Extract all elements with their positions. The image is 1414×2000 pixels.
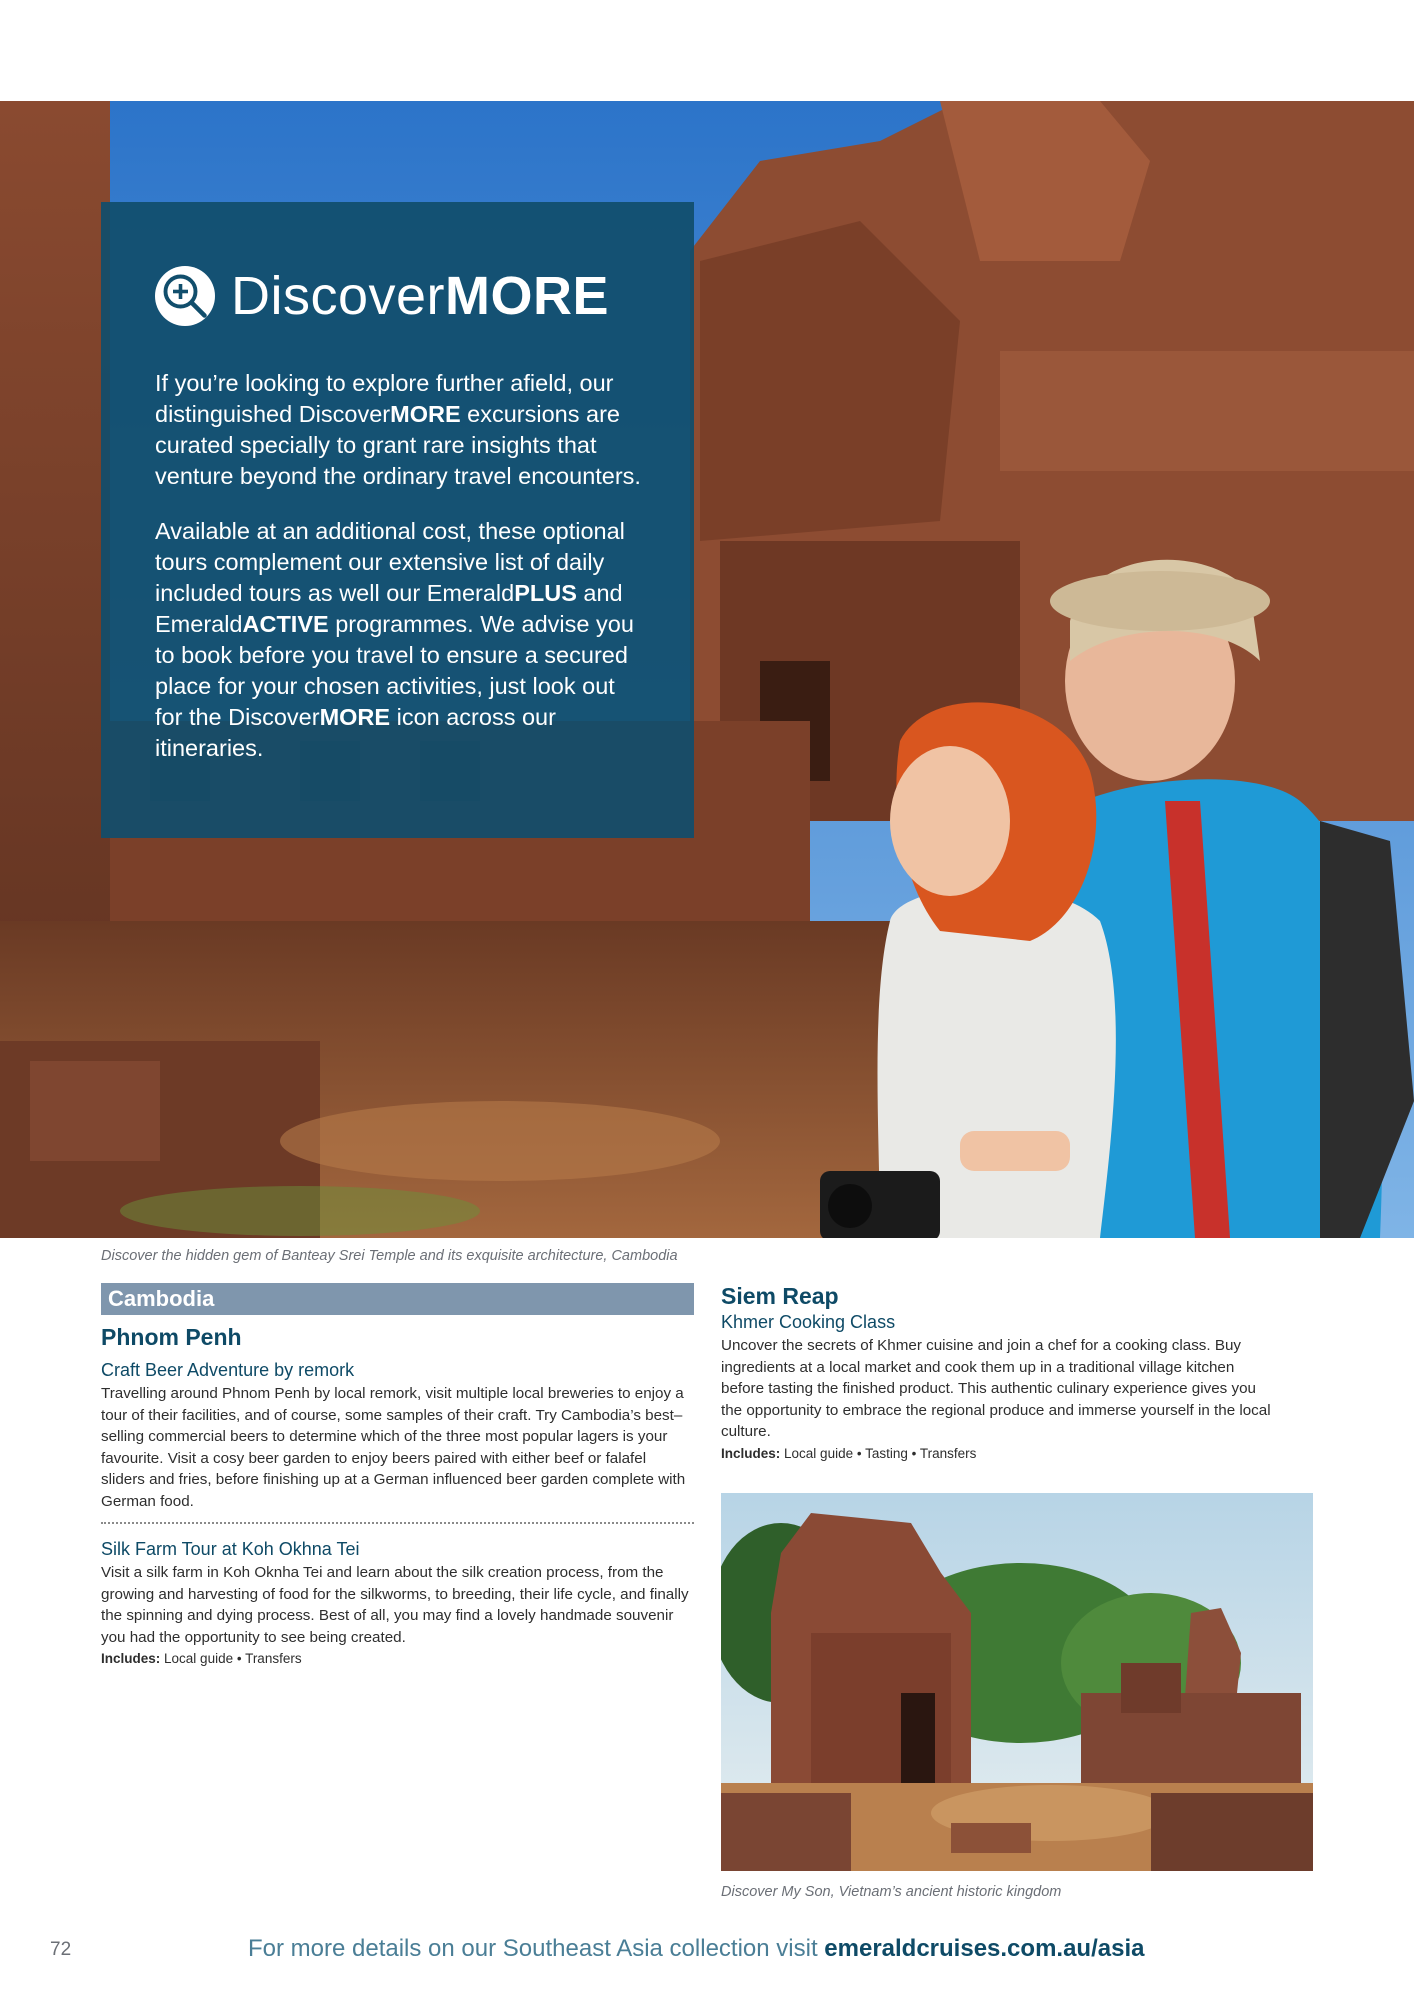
section-divider: [101, 1522, 694, 1524]
tour-description-craft-beer: Travelling around Phnom Penh by local remork, visit multiple local breweries to enjoy a tour of their facilities, and of course, some samples of their craft. Try Cambodia’s best–selling commercial beers to determine which of the three most popular lagers is your favourite. Visit a cosy beer garden to enjoy beers paired with either beef or falafel sliders and fries, before finishing up at a German influenced beer garden complete with German food.: [101, 1385, 686, 1510]
intro-paragraph: If you’re looking to explore further afield, our distinguished DiscoverMORE excursions are curated specially to grant rare insights that venture beyond the ordinary travel encounters.: [155, 370, 641, 489]
footer-link[interactable]: emeraldcruises.com.au/asia: [824, 1935, 1145, 1962]
magnifier-plus-glyph: [155, 266, 215, 326]
footer-text: For more details on our Southeast Asia collection visit emeraldcruises.com.au/asia: [248, 1935, 1145, 1962]
discover-more-callout: [101, 202, 694, 838]
city-heading-phnom-penh: Phnom Penh: [101, 1324, 242, 1350]
country-heading: Cambodia: [101, 1283, 694, 1315]
tour-description-khmer-cooking: Uncover the secrets of Khmer cuisine and join a chef for a cooking class. Buy ingredients at a local market and cook them up in a traditional village kitchen before tasting the finished product. This authentic culinary experience gives you the opportunity to embrace the regional produce and immerse yourself in the local culture.: [721, 1337, 1271, 1440]
booking-paragraph: Available at an additional cost, these optional tours complement our extensive list of daily included tours as well our EmeraldPLUS and EmeraldACTIVE programmes. We advise you to book before you travel to ensure a secured place for your chosen activities, just look out for the DiscoverMORE icon across our itineraries.: [155, 518, 634, 761]
includes-khmer-cooking: Includes: Local guide • Tasting • Transfers: [721, 1446, 977, 1461]
magnifier-plus-icon: [155, 266, 215, 326]
hero-caption: Discover the hidden gem of Banteay Srei Temple and its exquisite architecture, Cambodia: [101, 1248, 678, 1264]
tour-title-silk-farm: Silk Farm Tour at Koh Okhna Tei: [101, 1539, 360, 1559]
discover-more-title: DiscoverMORE: [231, 266, 610, 326]
my-son-illustration: [721, 1493, 1313, 1871]
tour-title-craft-beer: Craft Beer Adventure by remork: [101, 1360, 355, 1380]
tour-title-khmer-cooking: Khmer Cooking Class: [721, 1312, 896, 1332]
city-heading-siem-reap: Siem Reap: [721, 1283, 839, 1309]
discover-more-logo: [155, 264, 646, 328]
tour-description-silk-farm: Visit a silk farm in Koh Oknha Tei and learn about the silk creation process, from the growing and harvesting of food for the silkworms, to breeding, their life cycle, and finally the spinning and dying process. Best of all, you may find a lovely handmade souvenir you had the opportunity to see being created.: [101, 1564, 689, 1646]
hero-photo-temple-couple: [0, 101, 1414, 1238]
page-number: 72: [50, 1939, 72, 1960]
includes-silk-farm: Includes: Local guide • Transfers: [101, 1651, 302, 1666]
my-son-photo: [721, 1493, 1313, 1871]
my-son-caption: Discover My Son, Vietnam’s ancient historic kingdom: [721, 1884, 1062, 1900]
